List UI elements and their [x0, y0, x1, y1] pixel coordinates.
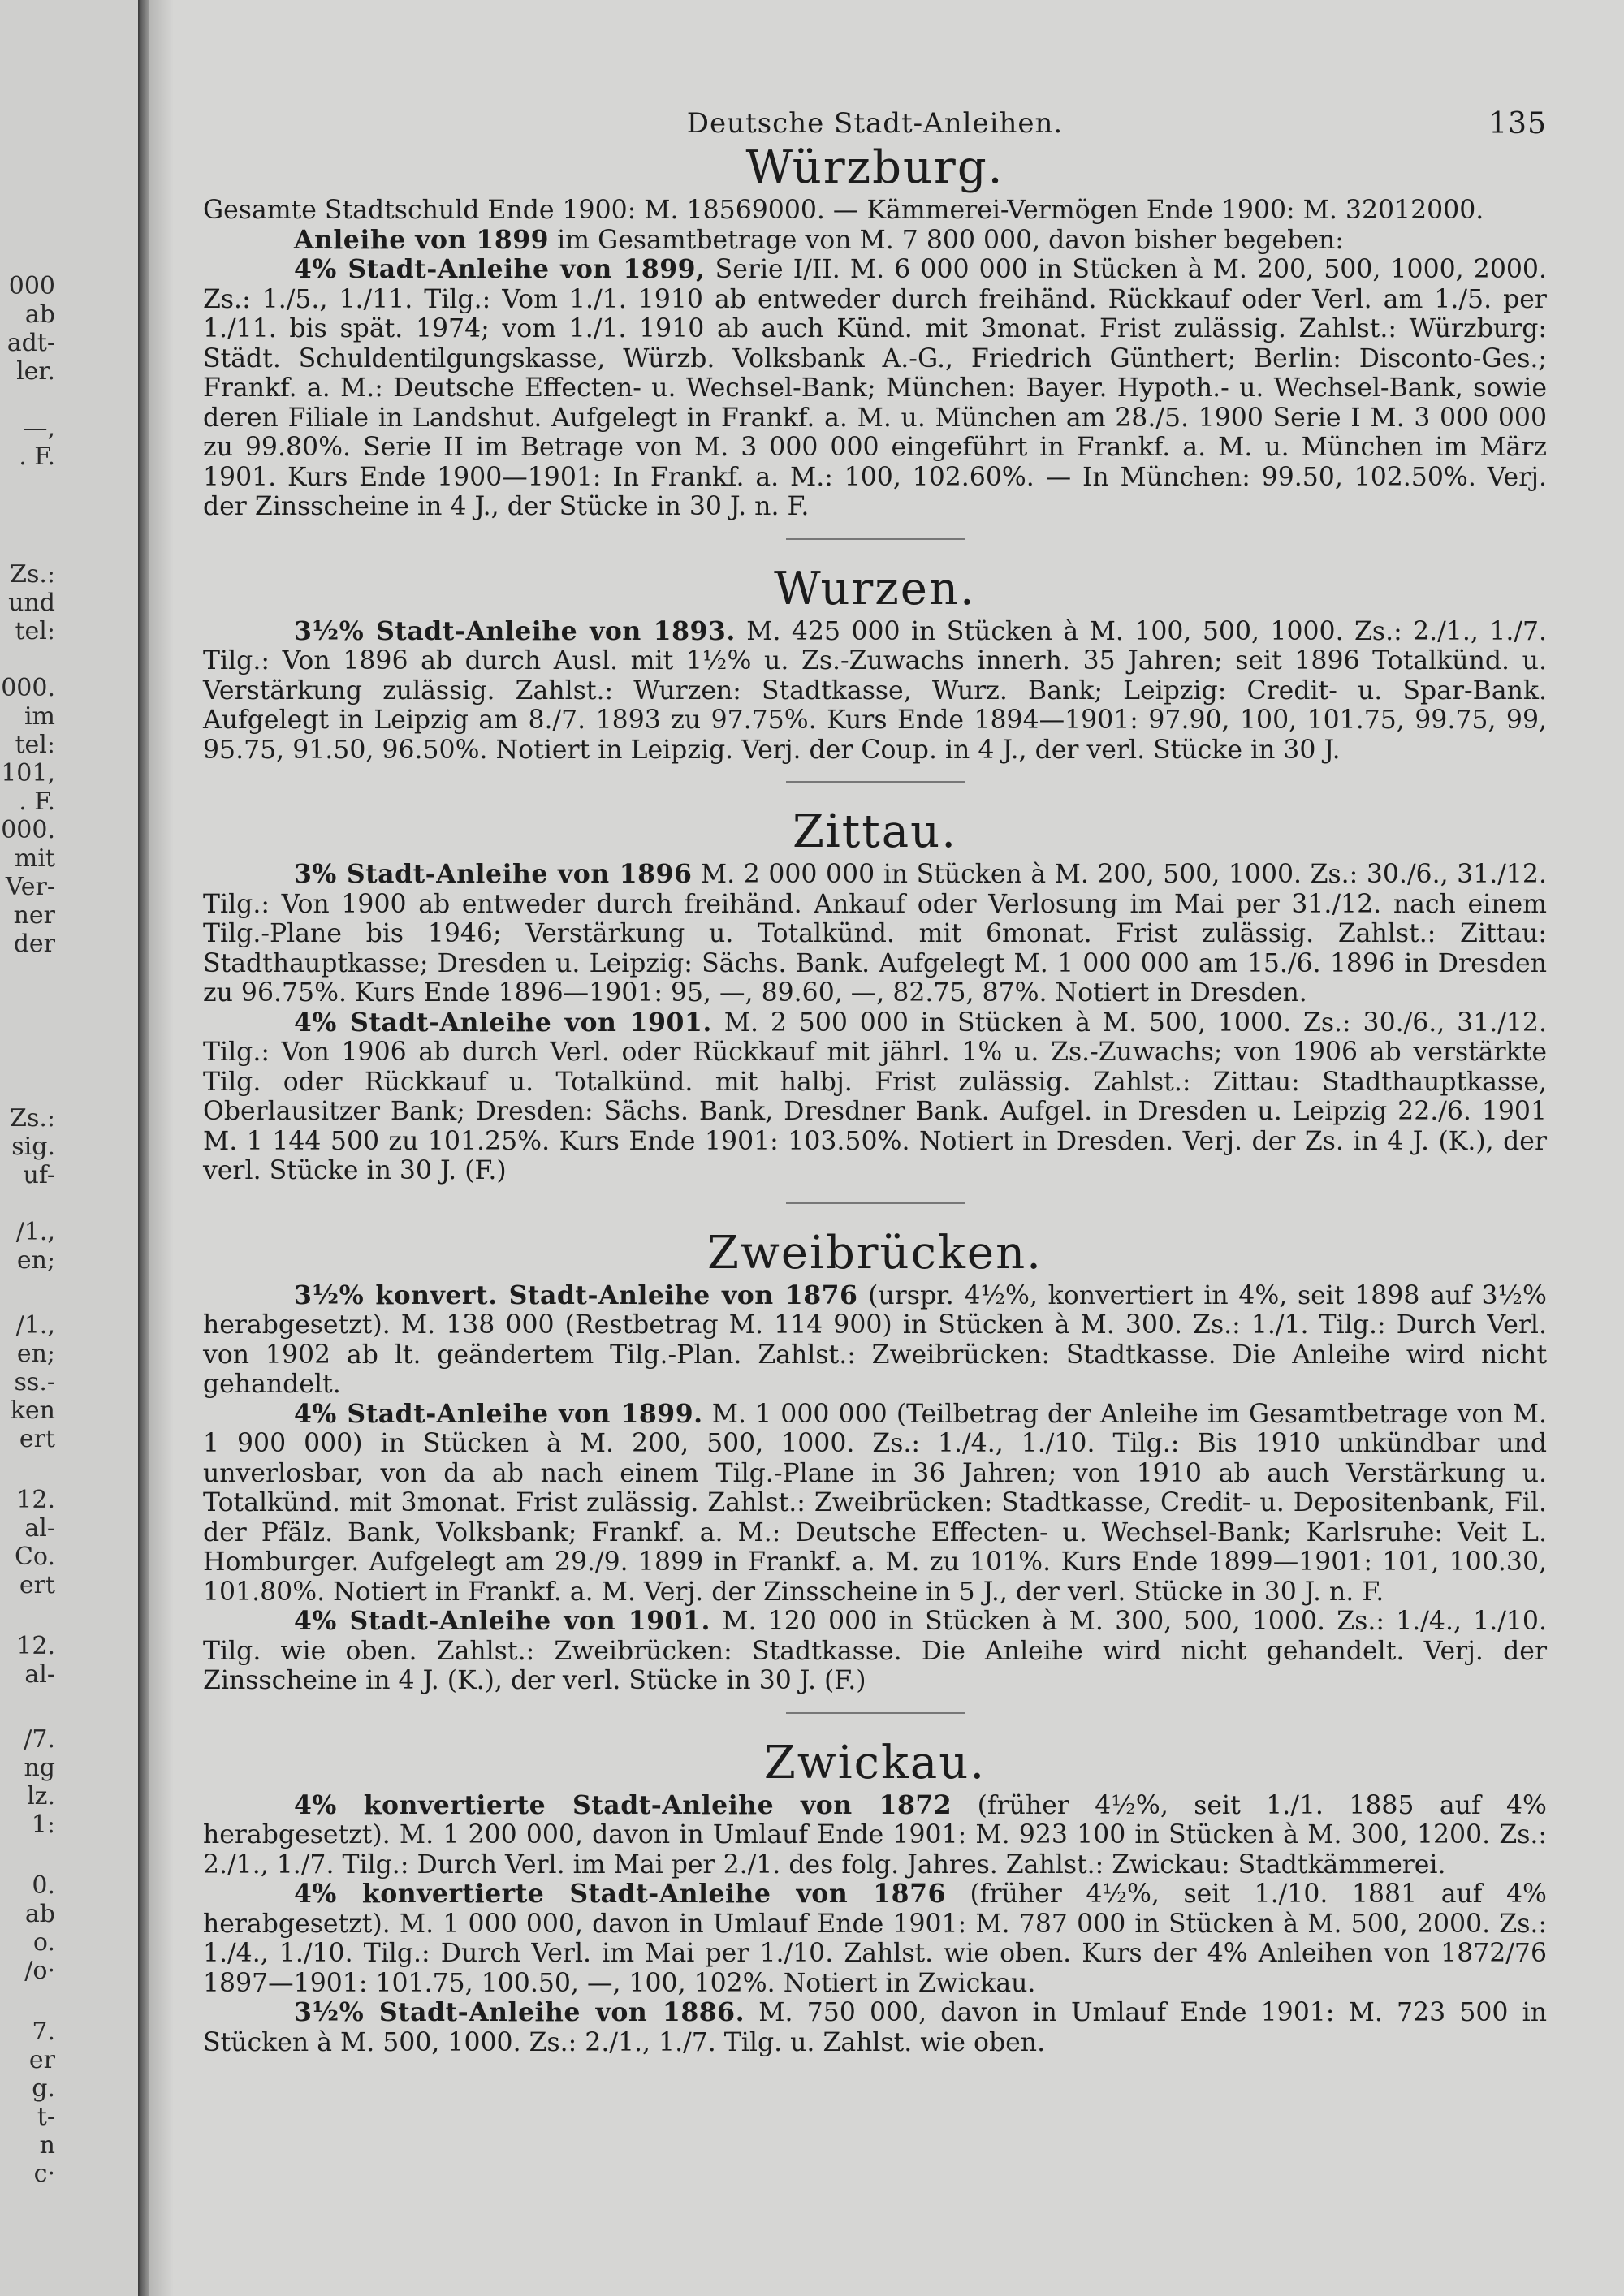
margin-fragment: mit	[14, 844, 55, 873]
margin-fragment: und	[8, 589, 55, 617]
loan-title: 4% Stadt-Anleihe von 1899,	[294, 254, 706, 284]
margin-fragment: der	[13, 930, 55, 958]
margin-fragment: . F.	[19, 788, 55, 816]
section-zittau	[203, 805, 1547, 1186]
loan-title: 3½% Stadt-Anleihe von 1893.	[294, 615, 736, 646]
loan-title: 4% konvertierte Stadt-Anleihe von 1876	[294, 1879, 946, 1909]
margin-fragment: ert	[19, 1571, 55, 1599]
paragraph	[203, 1791, 1547, 1880]
loan-title: 3½% konvert. Stadt-Anleihe von 1876	[294, 1280, 858, 1310]
margin-fragment: 0.	[32, 1871, 55, 1900]
margin-fragment: Zs.:	[10, 1104, 55, 1133]
margin-fragment: adt-	[6, 329, 55, 357]
margin-fragment: /1.,	[15, 1311, 55, 1340]
paragraph-text: (früher 4½%, seit 1./10. 1881 auf 4% herabgesetzt). M. 1 000 000, davon in Umlauf Ende 1901: M. 787 000 in Stücken à M. 500, 2000. Zs.: 1./4., 1./10. Tilg.: Durch Verl. im Mai per 1./10. Zahlst. wie oben. Kurs der 4% Anleihen von 1872/76 1897—1901: 101.75, 100.50, —, 100, 102%. Notiert in Zwickau.	[203, 1880, 1547, 1998]
city-heading: Wurzen.	[774, 562, 976, 615]
paragraph-text: (urspr. 4½%, konvertiert in 4%, seit 1898 auf 3½% herabgesetzt). M. 138 000 (Restbetrag M. 114 900) in Stücken à M. 300. Zs.: 1./1. Tilg.: Durch Verl. von 1902 ab lt. geändertem Tilg.-Plan. Zahlst.: Zweibrücken: Stadtkasse. Die Anleihe wird nicht gehandelt.	[203, 1280, 1547, 1399]
margin-fragment: 12.	[16, 1632, 55, 1660]
margin-fragment: 000.	[1, 816, 55, 844]
paragraph-text: M. 425 000 in Stücken à M. 100, 500, 1000. Zs.: 2./1., 1./7. Tilg.: Von 1896 ab durch Ausl. mit 1½% u. Zs.-Zuwachs innerh. 35 Jahren; seit 1896 Totalkünd. u. Verstärkung zulässig. Zahlst.: Wurzen: Stadtkasse, Wurz. Bank; Leipzig: Credit- u. Spar-Bank. Aufgelegt in Leipzig am 8./7. 1893 zu 97.75%. Kurs Ende 1894—1901: 97.90, 100, 101.75, 99.75, 99, 95.75, 91.50, 96.50%. Notiert in Leipzig. Verj. der Coup. in 4 J., der verl. Stücke in 30 J.	[203, 616, 1548, 765]
margin-fragment: en;	[16, 1246, 55, 1275]
margin-fragment: c·	[33, 2160, 55, 2188]
running-title: Deutsche Stadt-Anleihen.	[686, 107, 1064, 140]
margin-fragment: Zs.:	[10, 560, 55, 589]
loan-title: 3½% Stadt-Anleihe von 1886.	[294, 1997, 745, 2027]
margin-fragment: ab	[24, 1900, 55, 1928]
margin-fragment: tel:	[15, 731, 55, 759]
margin-fragment: Ver-	[5, 873, 55, 901]
margin-fragment: /o·	[24, 1957, 55, 1985]
paragraph-text: M. 120 000 in Stücken à M. 300, 500, 1000. Zs.: 1./4., 1./10. Tilg. wie oben. Zahlst.: Zweibrücken: Stadtkasse. Die Anleihe wird nicht gehandelt. Verj. der Zinsscheine in 4 J. (K.), der verl. Stücke in 30 J. (F.)	[203, 1607, 1547, 1695]
paragraph	[203, 226, 1547, 256]
margin-fragment: im	[24, 702, 55, 731]
city-heading: Würzburg.	[745, 141, 1004, 194]
section-wurzen	[203, 563, 1547, 766]
book-gutter	[138, 0, 149, 2296]
margin-fragment: t-	[37, 2103, 55, 2131]
paragraph-text: Gesamte Stadtschuld Ende 1900: M. 18569000. — Kämmerei-Vermögen Ende 1900: M. 32012000.	[203, 196, 1484, 225]
paragraph	[203, 1880, 1547, 1998]
paragraph	[203, 1607, 1547, 1696]
margin-fragment: al-	[24, 1660, 55, 1689]
margin-fragment: en;	[16, 1340, 55, 1368]
page-content	[203, 89, 1547, 2057]
margin-fragment: —,	[23, 414, 55, 442]
running-head	[203, 89, 1547, 138]
paragraph-text: (früher 4½%, seit 1./1. 1885 auf 4% herabgesetzt). M. 1 200 000, davon in Umlauf Ende 1901: M. 923 100 in Stücken à M. 300, 1200. Zs.: 2./1., 1./7. Tilg.: Durch Verl. im Mai per 2./1. des folg. Jahres. Zahlst.: Zwickau: Stadtkämmerei.	[203, 1790, 1547, 1880]
margin-fragment: ert	[19, 1425, 55, 1453]
gutter-shadow	[149, 0, 174, 2296]
loan-title: 4% Stadt-Anleihe von 1901.	[294, 1007, 712, 1038]
facing-page-margin	[0, 0, 138, 2296]
margin-fragment: lz.	[27, 1782, 55, 1810]
loan-title: 4% konvertierte Stadt-Anleihe von 1872	[294, 1789, 952, 1820]
loan-title: Anleihe von 1899	[294, 224, 550, 255]
paragraph	[203, 255, 1547, 522]
loan-title: 4% Stadt-Anleihe von 1899.	[294, 1398, 703, 1429]
paragraph	[203, 1281, 1547, 1400]
city-heading: Zwickau.	[763, 1736, 987, 1789]
paragraph	[203, 1998, 1547, 2057]
margin-fragment: Co.	[14, 1543, 55, 1571]
paragraph-text: M. 750 000, davon in Umlauf Ende 1901: M. 723 500 in Stücken à M. 500, 1000. Zs.: 2./1., 1./7. Tilg. u. Zahlst. wie oben.	[203, 1998, 1547, 2057]
section-divider	[786, 1712, 965, 1714]
loan-title: 3% Stadt-Anleihe von 1896	[294, 859, 693, 889]
city-heading: Zittau.	[792, 805, 958, 858]
margin-fragment: 000	[8, 272, 55, 300]
margin-fragment: o.	[32, 1928, 55, 1957]
paragraph	[203, 1400, 1547, 1608]
paragraph-text: im Gesamtbetrage von M. 7 800 000, davon bisher begeben:	[549, 225, 1344, 255]
section-divider	[786, 781, 965, 783]
paragraph-text: M. 1 000 000 (Teilbetrag der Anleihe im Gesamtbetrage von M. 1 900 000) in Stücken à M. 200, 500, 1000. Zs.: 1./4., 1./10. Tilg.: Bis 1910 unkündbar und unverlosbar, von da ab nach einem Tilg.-Plane in 36 Jahren; von 1910 ab auch Verstärkung u. Totalkünd. mit 3monat. Frist zulässig. Zahlst.: Zweibrücken: Stadtkasse, Credit- u. Depositenbank, Fil. der Pfälz. Bank, Volksbank; Frankf. a. M.: Deutsche Effecten- u. Wechsel-Bank; Karlsruhe: Veit L. Homburger. Aufgelegt am 29./9. 1899 in Frankf. a. M. zu 101%. Kurs Ende 1899—1901: 101, 100.30, 101.80%. Notiert in Frankf. a. M. Verj. der Zinsscheine in 5 J., der verl. Stücke in 30 J. n. F.	[203, 1399, 1547, 1607]
margin-fragment: tel:	[15, 617, 55, 645]
section-divider	[786, 1202, 965, 1204]
section-divider	[786, 538, 965, 540]
margin-fragment: er	[28, 2046, 55, 2074]
margin-fragment: /1.,	[15, 1218, 55, 1246]
paragraph-text: M. 2 500 000 in Stücken à M. 500, 1000. Zs.: 30./6., 31./12. Tilg.: Von 1906 ab durch Verl. oder Rückkauf mit jährl. 1% u. Zs.-Zuwachs; von 1906 ab verstärkte Tilg. oder Rückkauf u. Totalkünd. mit halbj. Frist zulässig. Zahlst.: Zittau: Stadthauptkasse, Oberlausitzer Bank; Dresden: Sächs. Bank, Dresdner Bank. Aufgel. in Dresden u. Leipzig 22./6. 1901 M. 1 144 500 zu 101.25%. Kurs Ende 1901: 103.50%. Notiert in Dresden. Verj. der Zs. in 4 J. (K.), der verl. Stücke in 30 J. (F.)	[203, 1008, 1547, 1185]
paragraph	[203, 617, 1547, 766]
margin-fragment: al-	[24, 1514, 55, 1543]
paragraph-text: Serie I/II. M. 6 000 000 in Stücken à M. 200, 500, 1000, 2000. Zs.: 1./5., 1./11. Tilg.: Vom 1./1. 1910 ab entweder durch freihänd. Rückkauf oder Verl. am 1./5. per 1./11. bis spät. 1974; vom 1./1. 1910 ab auch Künd. mit 3monat. Frist zulässig. Zahlst.: Würzburg: Städt. Schuldentilgungskasse, Würzb. Volksbank A.-G., Friedrich Günthert; Berlin: Disconto-Ges.; Frankf. a. M.: Deutsche Effecten- u. Wechsel-Bank; München: Bayer. Hypoth.- u. Wechsel-Bank, sowie deren Filiale in Landshut. Aufgelegt in Frankf. a. M. u. München am 28./5. 1900 Serie I M. 3 000 000 zu 99.80%. Serie II im Betrage von M. 3 000 000 eingeführt in Frankf. a. M. u. München im März 1901. Kurs Ende 1900—1901: In Frankf. a. M.: 100, 102.60%. — In München: 99.50, 102.50%. Verj. der Zinsscheine in 4 J., der Stücke in 30 J. n. F.	[203, 255, 1547, 521]
paragraph	[203, 1008, 1547, 1186]
section-wuerzburg	[203, 141, 1547, 522]
margin-fragment: 000.	[1, 674, 55, 702]
margin-fragment: ken	[10, 1396, 55, 1425]
margin-fragment: . F.	[19, 442, 55, 471]
paragraph-text: M. 2 000 000 in Stücken à M. 200, 500, 1000. Zs.: 30./6., 31./12. Tilg.: Von 1900 ab entweder durch freihänd. Ankauf oder Verlosung im Mai per 31./12. nach einem Tilg.-Plane bis 1946; Verstärkung u. Totalkünd. mit 6monat. Frist zulässig. Zahlst.: Zittau: Stadthauptkasse; Dresden u. Leipzig: Sächs. Bank. Aufgelegt M. 1 000 000 am 15./6. 1896 in Dresden zu 96.75%. Kurs Ende 1896—1901: 95, —, 89.60, —, 82.75, 87%. Notiert in Dresden.	[203, 860, 1547, 1008]
margin-fragment: ng	[24, 1754, 55, 1782]
margin-fragment: 12.	[16, 1486, 55, 1514]
margin-fragment: g.	[32, 2074, 55, 2103]
section-zweibruecken	[203, 1227, 1547, 1696]
margin-fragment: ab	[24, 300, 55, 329]
paragraph	[203, 860, 1547, 1008]
margin-fragment: ner	[13, 901, 55, 930]
margin-fragment: ler.	[16, 357, 55, 386]
margin-fragment: n	[39, 2131, 55, 2160]
page-number: 135	[1488, 107, 1547, 140]
city-heading: Zweibrücken.	[707, 1226, 1043, 1280]
margin-fragment: 7.	[32, 2018, 55, 2046]
loan-title: 4% Stadt-Anleihe von 1901.	[294, 1606, 710, 1636]
margin-fragment: 1:	[31, 1810, 55, 1839]
margin-fragment: ss.-	[14, 1368, 55, 1396]
margin-fragment: 101,	[1, 759, 55, 788]
paragraph	[203, 196, 1547, 226]
margin-fragment: /7.	[24, 1725, 55, 1754]
section-zwickau	[203, 1737, 1547, 2058]
margin-fragment: uf-	[23, 1161, 55, 1189]
margin-fragment: sig.	[11, 1133, 55, 1161]
